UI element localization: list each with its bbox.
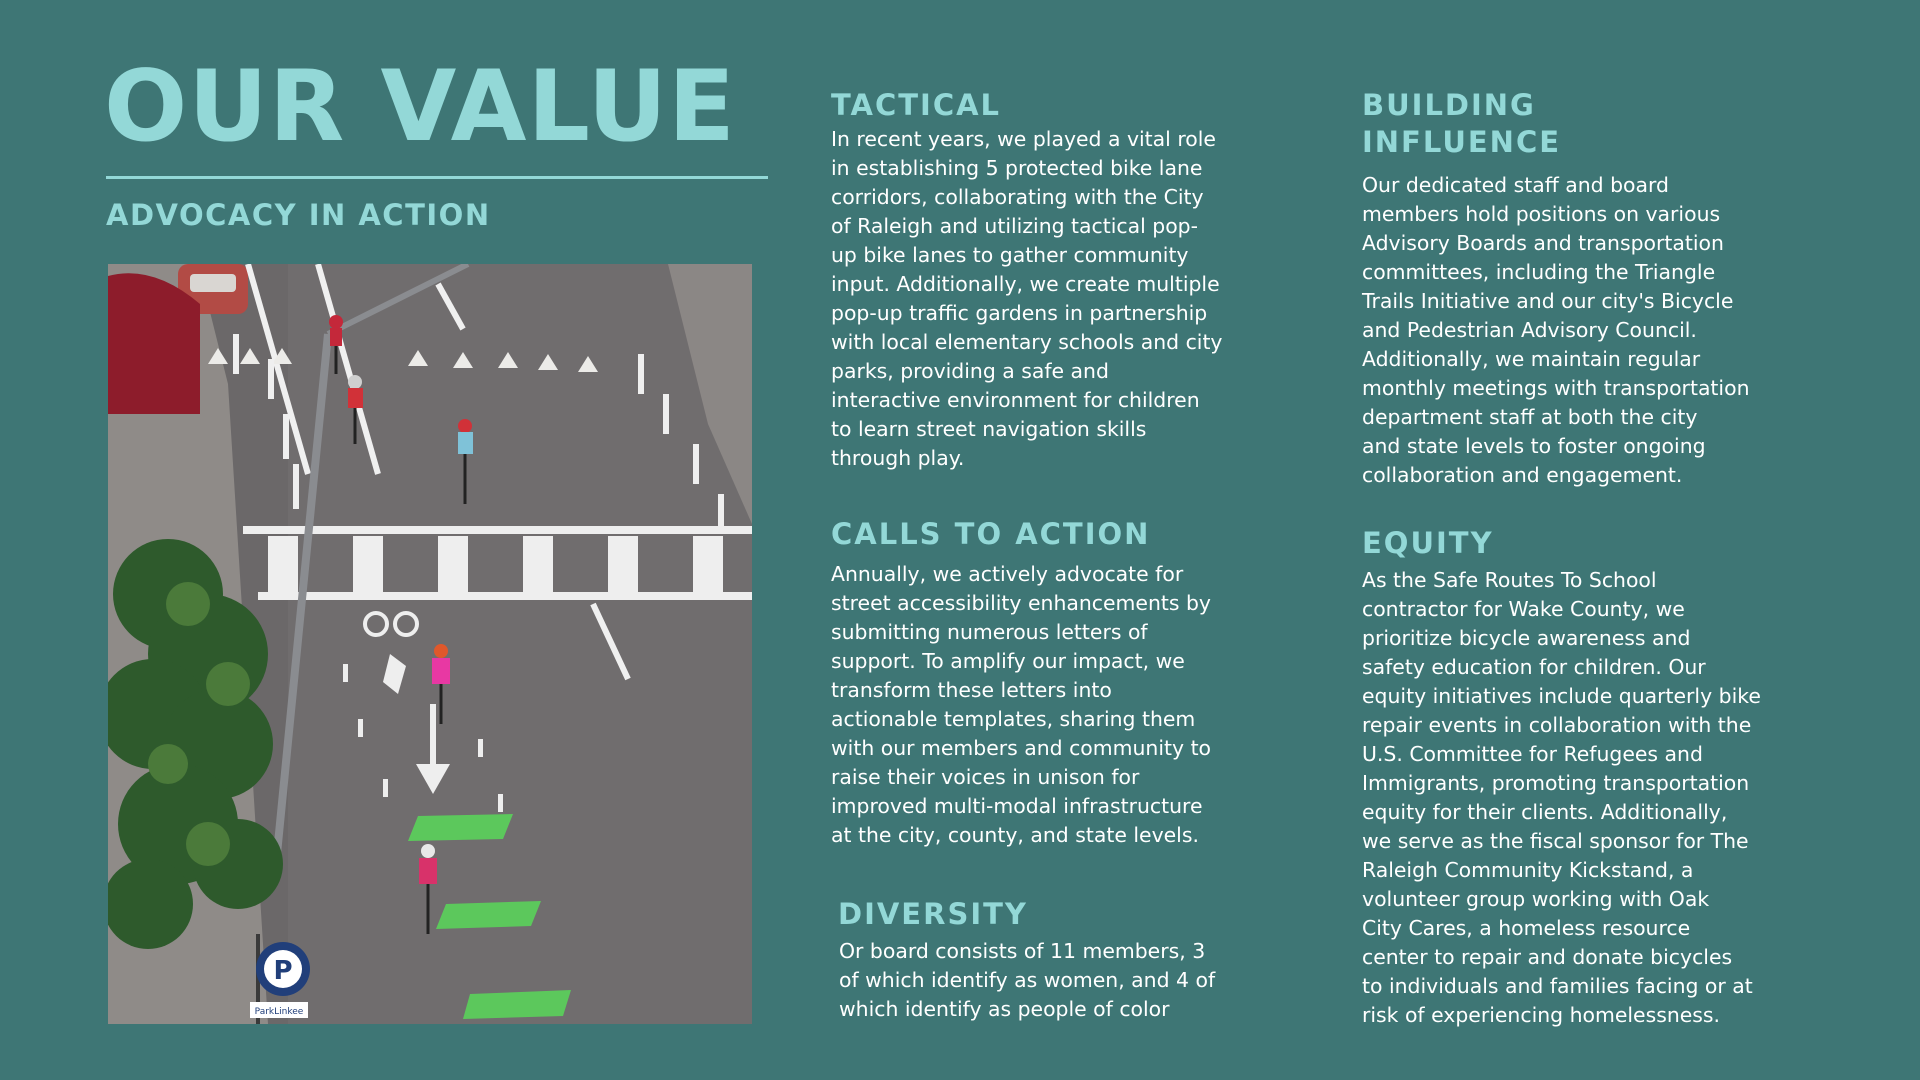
page-title: OUR VALUE: [104, 50, 736, 164]
calls-to-action-heading: CALLS TO ACTION: [831, 517, 1151, 551]
parking-sign-letter: P: [273, 956, 293, 986]
diversity-body: Or board consists of 11 members, 3 of which identify as women, and 4 of which identify as people of color: [839, 939, 1216, 1021]
title-divider: [106, 176, 768, 179]
tactical-heading: TACTICAL: [831, 88, 1002, 122]
page-subtitle: ADVOCACY IN ACTION: [106, 198, 491, 232]
equity-body: As the Safe Routes To School contractor for Wake County, we prioritize bicycle awareness and safety education for children. Our equity initiatives include quarterly bike repair events in collaboration with the U.S. Committee for Refugees and Immigrants, promoting transportation equity for their clients. Additionally, we serve as the fiscal sponsor for The Raleigh Community Kickstand, a volunteer group working with Oak City Cares, a homeless resource center to repair and donate bicycles to individuals and families facing or at risk of experiencing homelessness.: [1362, 568, 1761, 1027]
calls-to-action-body: Annually, we actively advocate for street accessibility enhancements by submitting numerous letters of support. To amplify our impact, we transform these letters into actionable templates, sharing them with our members and community to raise their voices in unison for improved multi-modal infrastructure at the city, county, and state levels.: [831, 562, 1212, 847]
parking-sign-brand: ParkLinkee: [254, 1007, 304, 1017]
bike-lane-photo: [108, 264, 752, 1024]
building-influence-body: Our dedicated staff and board members hold positions on various Advisory Boards and transportation committees, including the Triangle Trails Initiative and our city's Bicycle and Pedestrian Advisory Council. Additionally, we maintain regular monthly meetings with transportation department staff at both the city and state levels to foster ongoing collaboration and engagement.: [1362, 173, 1750, 487]
building-influence-heading: BUILDING INFLUENCE: [1362, 88, 1562, 159]
tactical-body: In recent years, we played a vital role in establishing 5 protected bike lane corridors, collaborating with the City of Raleigh and utilizing tactical pop- up bike lanes to gather community input. Additionally, we create multiple pop-up traffic gardens in partnership with local elementary schools and city parks, providing a safe and interactive environment for children to learn street navigation skills through play.: [831, 127, 1223, 470]
diversity-heading: DIVERSITY: [838, 897, 1028, 931]
equity-heading: EQUITY: [1362, 526, 1494, 560]
